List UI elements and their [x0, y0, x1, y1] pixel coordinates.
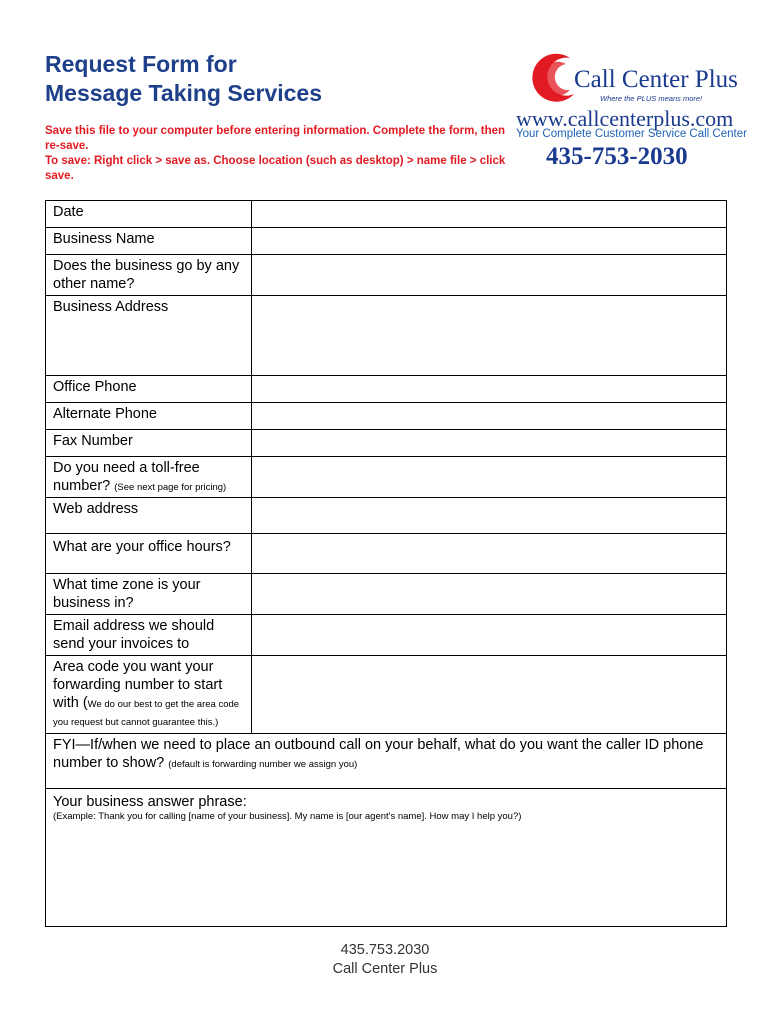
answer-phrase-cell[interactable]	[46, 789, 727, 927]
form-row	[46, 574, 727, 615]
form-row	[46, 498, 727, 534]
company-logo	[512, 48, 757, 173]
fyi-text: FYI—If/when we need to place an outbound call on your behalf, what do you want the caller ID phone number to show?	[53, 737, 704, 771]
email-invoices-label: Email address we should send your invoices to	[46, 615, 252, 656]
fyi-caller-id-cell[interactable]	[46, 734, 727, 789]
other-name-label: Does the business go by any other name?	[46, 255, 252, 296]
alternate-phone-label: Alternate Phone	[46, 403, 252, 430]
business-address-label: Business Address	[46, 296, 252, 376]
form-row	[46, 789, 727, 927]
fax-number-label: Fax Number	[46, 430, 252, 457]
business-name-label: Business Name	[46, 228, 252, 255]
alternate-phone-field[interactable]	[252, 403, 727, 430]
save-steps-text: To save: Right click > save as. Choose location (such as desktop) > name file > click save.	[45, 155, 506, 182]
title-line-2: Message Taking Services	[45, 80, 322, 106]
web-address-label: Web address	[46, 498, 252, 534]
logo-tagline: Where the PLUS means more!	[600, 94, 703, 103]
web-address-field[interactable]	[252, 498, 727, 534]
footer-company: Call Center Plus	[332, 961, 438, 977]
form-row	[46, 296, 727, 376]
toll-free-field[interactable]	[252, 457, 727, 498]
area-code-note: We do our best to get the area code you request but cannot guarantee this.)	[53, 699, 240, 728]
logo-website: www.callcenterplus.com	[516, 106, 734, 131]
toll-free-note: (See next page for pricing)	[114, 482, 227, 493]
date-label: Date	[46, 201, 252, 228]
toll-free-text: Do you need a toll-free number?	[53, 460, 200, 494]
form-row	[46, 457, 727, 498]
page-title	[45, 50, 465, 108]
toll-free-label	[46, 457, 252, 498]
form-row	[46, 656, 727, 734]
logo-subtitle: Your Complete Customer Service Call Center	[516, 128, 747, 140]
form-row	[46, 403, 727, 430]
logo-brand: Call Center Plus	[574, 66, 738, 93]
request-form	[45, 200, 727, 927]
email-invoices-field[interactable]	[252, 615, 727, 656]
footer-phone: 435.753.2030	[340, 942, 430, 958]
fax-number-field[interactable]	[252, 430, 727, 457]
page-footer	[0, 941, 770, 979]
save-instructions	[45, 124, 515, 184]
area-code-text: Area code you want your forwarding number to start with (	[53, 659, 223, 711]
form-row	[46, 228, 727, 255]
office-hours-label: What are your office hours?	[46, 534, 252, 574]
answer-phrase-label: Your business answer phrase:	[53, 794, 247, 810]
form-row	[46, 615, 727, 656]
area-code-label	[46, 656, 252, 734]
form-row	[46, 255, 727, 296]
answer-phrase-example: (Example: Thank you for calling [name of your business]. My name is [our agent's name]. How may I help you?)	[53, 811, 522, 822]
business-address-field[interactable]	[252, 296, 727, 376]
form-row	[46, 376, 727, 403]
office-phone-label: Office Phone	[46, 376, 252, 403]
logo-phone: 435-753-2030	[546, 143, 688, 170]
date-field[interactable]	[252, 201, 727, 228]
other-name-field[interactable]	[252, 255, 727, 296]
office-hours-field[interactable]	[252, 534, 727, 574]
fyi-note: (default is forwarding number we assign you)	[168, 759, 358, 770]
office-phone-field[interactable]	[252, 376, 727, 403]
business-name-field[interactable]	[252, 228, 727, 255]
form-row	[46, 734, 727, 789]
instructions-text: Save this file to your computer before entering information. Complete the form, then re-save.	[45, 125, 506, 152]
title-line-1: Request Form for	[45, 51, 237, 77]
form-row	[46, 430, 727, 457]
time-zone-field[interactable]	[252, 574, 727, 615]
form-row	[46, 534, 727, 574]
area-code-field[interactable]	[252, 656, 727, 734]
form-row	[46, 201, 727, 228]
time-zone-label: What time zone is your business in?	[46, 574, 252, 615]
